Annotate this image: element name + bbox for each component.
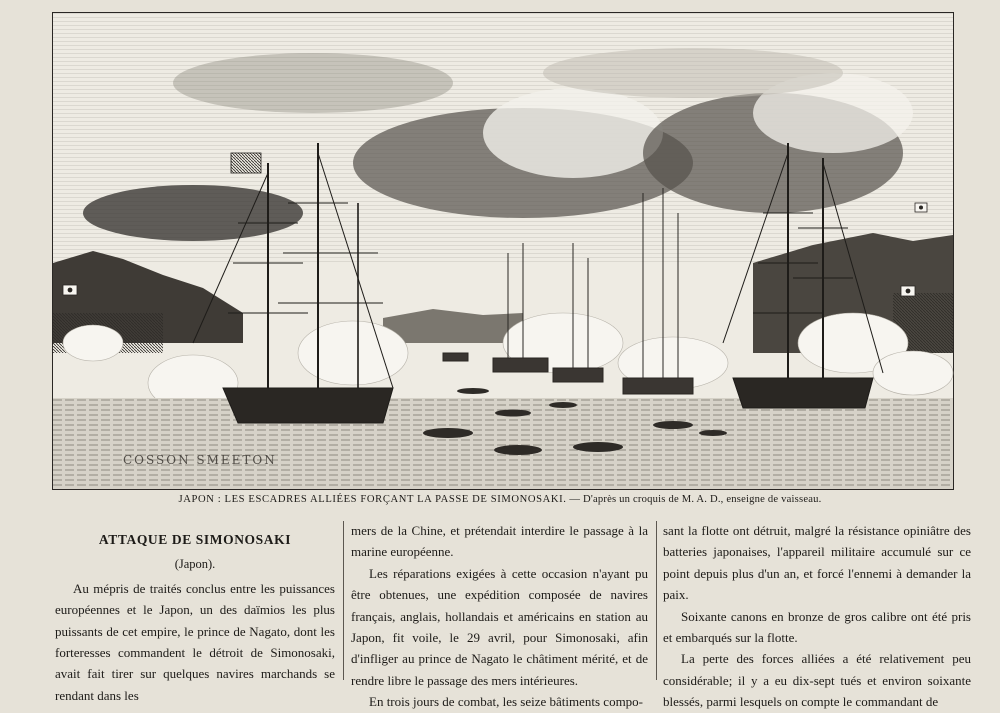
engraver-signature: COSSON SMEETON — [123, 453, 277, 467]
paragraph: sant la flotte ont détruit, malgré la résistance opiniâtre des batteries japonaises, l'appareil militaire accumulé sur ce point depuis plus d'un an, et forcé l'ennemi à demander la paix. — [663, 523, 971, 603]
paragraph: Soixante canons en bronze de gros calibre ont été pris et embarqués sur la flotte. — [663, 608, 971, 646]
text-column-3 — [663, 520, 971, 710]
caption-title: JAPON : LES ESCADRES ALLIÉES FORÇANT LA PASSE DE SIMONOSAKI. — [178, 494, 567, 505]
caption-credit: — D'après un croquis de M. A. D., enseigne de vaisseau. — [569, 494, 822, 505]
illustration-caption — [0, 494, 1000, 505]
column-divider — [656, 521, 657, 680]
text-column-1 — [55, 520, 335, 703]
column-divider — [343, 521, 344, 680]
article-title: ATTAQUE DE SIMONOSAKI — [98, 532, 292, 547]
text-column-2 — [351, 520, 648, 710]
engraving-illustration — [52, 12, 954, 490]
article-subtitle: (Japon). — [174, 557, 216, 572]
paragraph: Au mépris de traités conclus entre les puissances européennes et le Japon, un des daïmios les plus puissants de cet empire, le prince de Nagato, dont les forteresses commandent le détroit de Simonosaki, avait fait tirer sur quelques navires marchands se rendant dans les — [55, 580, 335, 703]
paragraph: La perte des forces alliées a été relativement peu considérable; il y a eu dix-sept tués et environ soixante blessés, parmi lesquels on compte le commandant de — [663, 651, 971, 710]
paragraph: Les réparations exigées à cette occasion n'ayant pu être obtenues, une expédition composée de navires français, anglais, hollandais et américains en station au Japon, fit voile, le 29 avril, pour Simonosaki, afin d'infliger au prince de Nagato le châtiment mérité, et de rendre libre le passage des mers intérieures. — [351, 565, 648, 688]
paragraph: En trois jours de combat, les seize bâtiments compo- — [369, 694, 644, 710]
paragraph: mers de la Chine, et prétendait interdire le passage à la marine européenne. — [351, 523, 648, 560]
